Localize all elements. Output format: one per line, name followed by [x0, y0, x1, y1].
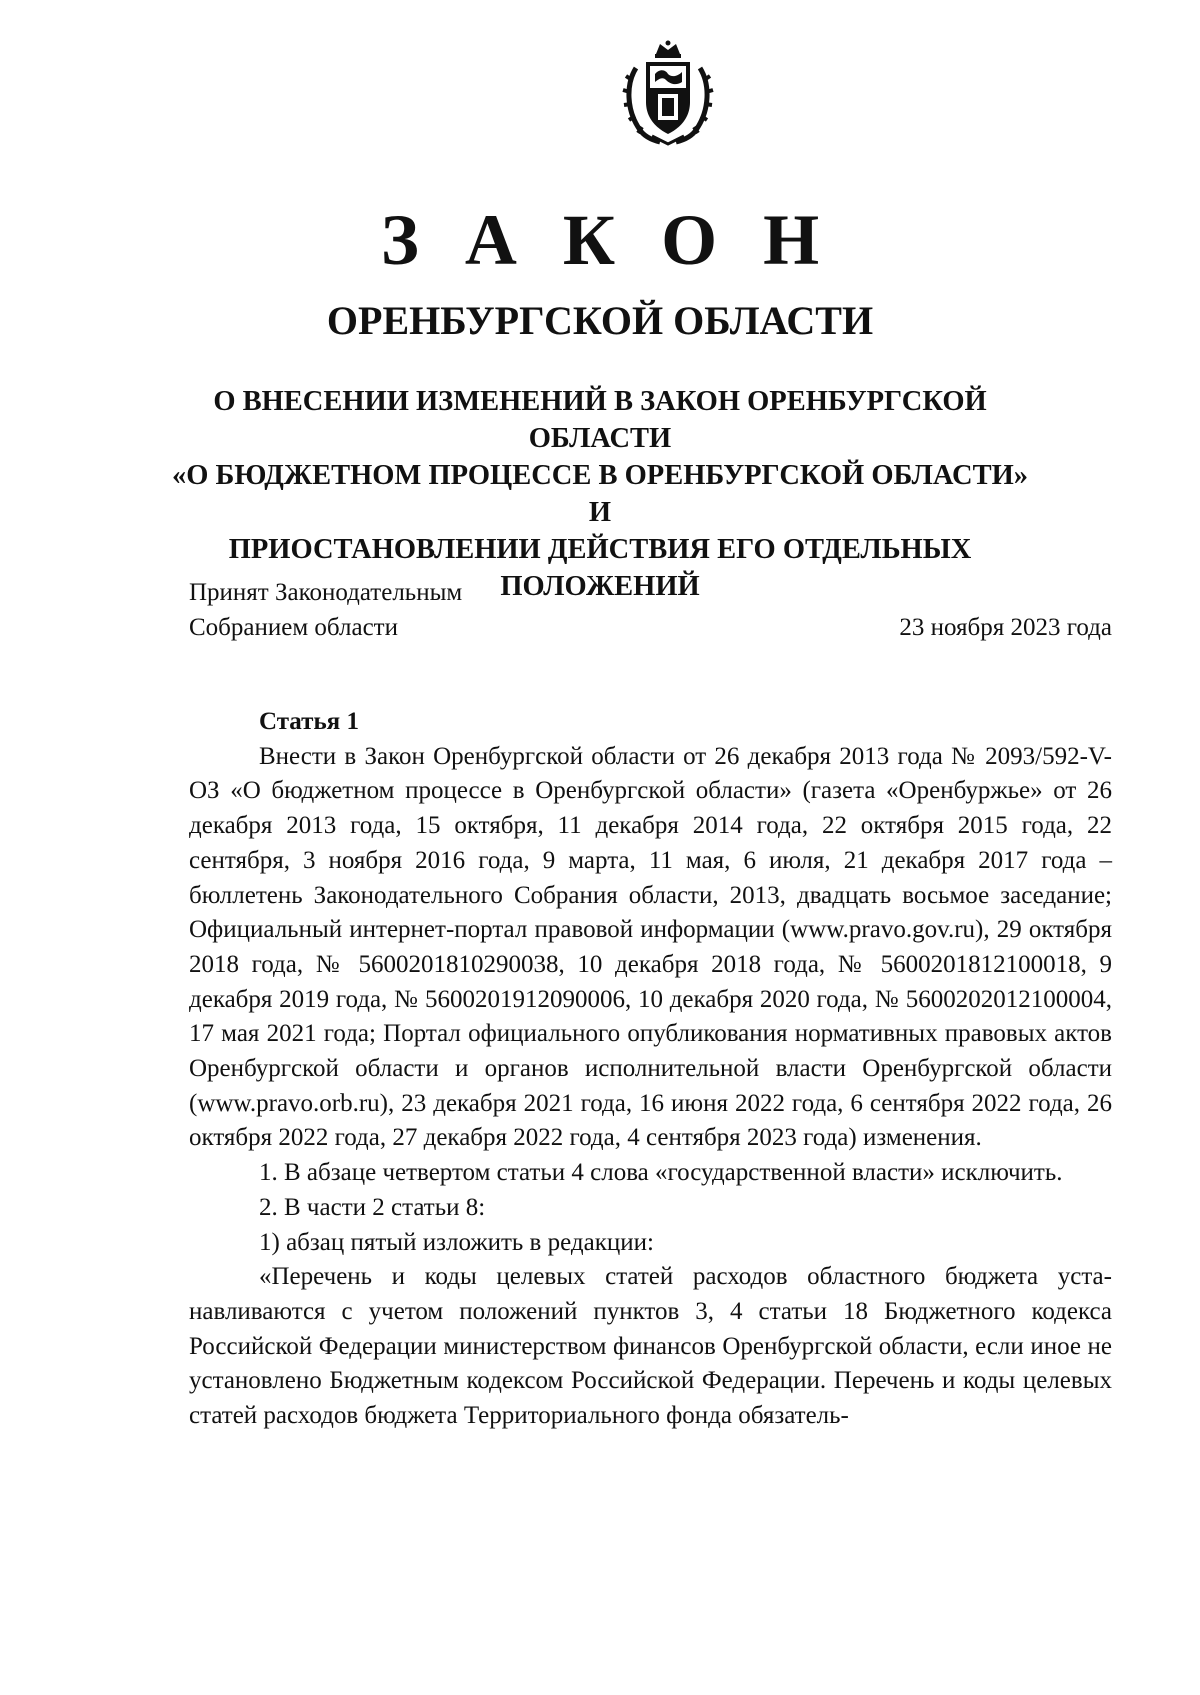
adoption-date: 23 ноября 2023 года: [899, 614, 1112, 641]
subject-line: «О БЮДЖЕТНОМ ПРОЦЕССЕ В ОРЕНБУРГСКОЙ ОБЛАСТИ» И: [171, 460, 1029, 528]
paragraph: 1) абзац пятый изложить в редакции:: [259, 1228, 654, 1256]
subject-line: ПОЛОЖЕНИЙ: [500, 571, 700, 602]
paragraph: 2. В части 2 статьи 8:: [259, 1193, 486, 1221]
paragraph: 1. В абзаце четвертом статьи 4 слова «государственной власти» исключить.: [259, 1159, 1063, 1187]
subject-line: О ВНЕСЕНИИ ИЗМЕНЕНИЙ В ЗАКОН ОРЕНБУРГСКОЙ ОБЛАСТИ: [213, 386, 987, 454]
region-title: ОРЕНБУРГСКОЙ ОБЛАСТИ: [326, 298, 874, 343]
coat-of-arms-icon: [622, 40, 714, 146]
adoption-body: [189, 575, 462, 645]
law-subject-title: [170, 383, 1030, 605]
subject-line: ПРИОСТАНОВЛЕНИИ ДЕЙСТВИЯ ЕГО ОТДЕЛЬНЫХ: [228, 534, 972, 565]
article-heading: Статья 1: [259, 708, 359, 735]
article-1: [189, 705, 1112, 1434]
adoption-line: Собранием области: [189, 614, 398, 641]
adoption-line: Принят Законодательным: [189, 579, 463, 606]
paragraph: «Перечень и коды целевых статей расходов областного бюджета устанавливаются с учетом положений пунктов 3, 4 статьи 18 Бюджетного кодекса Российской Федерации министерством финансов Оренбургской области, если иное не установлено Бюджетным кодексом Российской Федерации. Перечень и коды целевых статей расходов бюджета Территориального фонда обязатель-: [189, 1263, 1112, 1430]
paragraph: Внести в Закон Оренбургской области от 26 декабря 2013 года № 2093/592-V-ОЗ «О бюджетном процессе в Оренбургской области» (газета «Оренбуржье» от 26 декабря 2013 года, 15 октября, 11 декабря 2014 года, 22 октября 2015 года, 22 сентября, 3 ноября 2016 года, 9 марта, 11 мая, 6 июля, 21 декабря 2017 года – бюллетень Законодательного Собрания области, 2013, двадцать восьмое заседание; Официальный интернет-портал правовой информации (www.pravo.gov.ru), 29 октября 2018 года, № 5600201810290038, 10 декабря 2018 года, № 5600201812100018, 9 декабря 2019 года, № 5600201912090006, 10 декабря 2020 года, № 5600202012100004, 17 мая 2021 года; Портал официального опубликования нормативных правовых актов Оренбургской области и органов исполнительной власти Оренбургской области (www.pravo.orb.ru), 23 декабря 2021 года, 16 июня 2022 года, 6 сентября 2022 года, 26 октября 2022 года, 27 декабря 2022 года, 4 сентября 2023 года) изменения.: [189, 742, 1112, 1152]
document-type-title: З А К О Н: [380, 200, 834, 280]
